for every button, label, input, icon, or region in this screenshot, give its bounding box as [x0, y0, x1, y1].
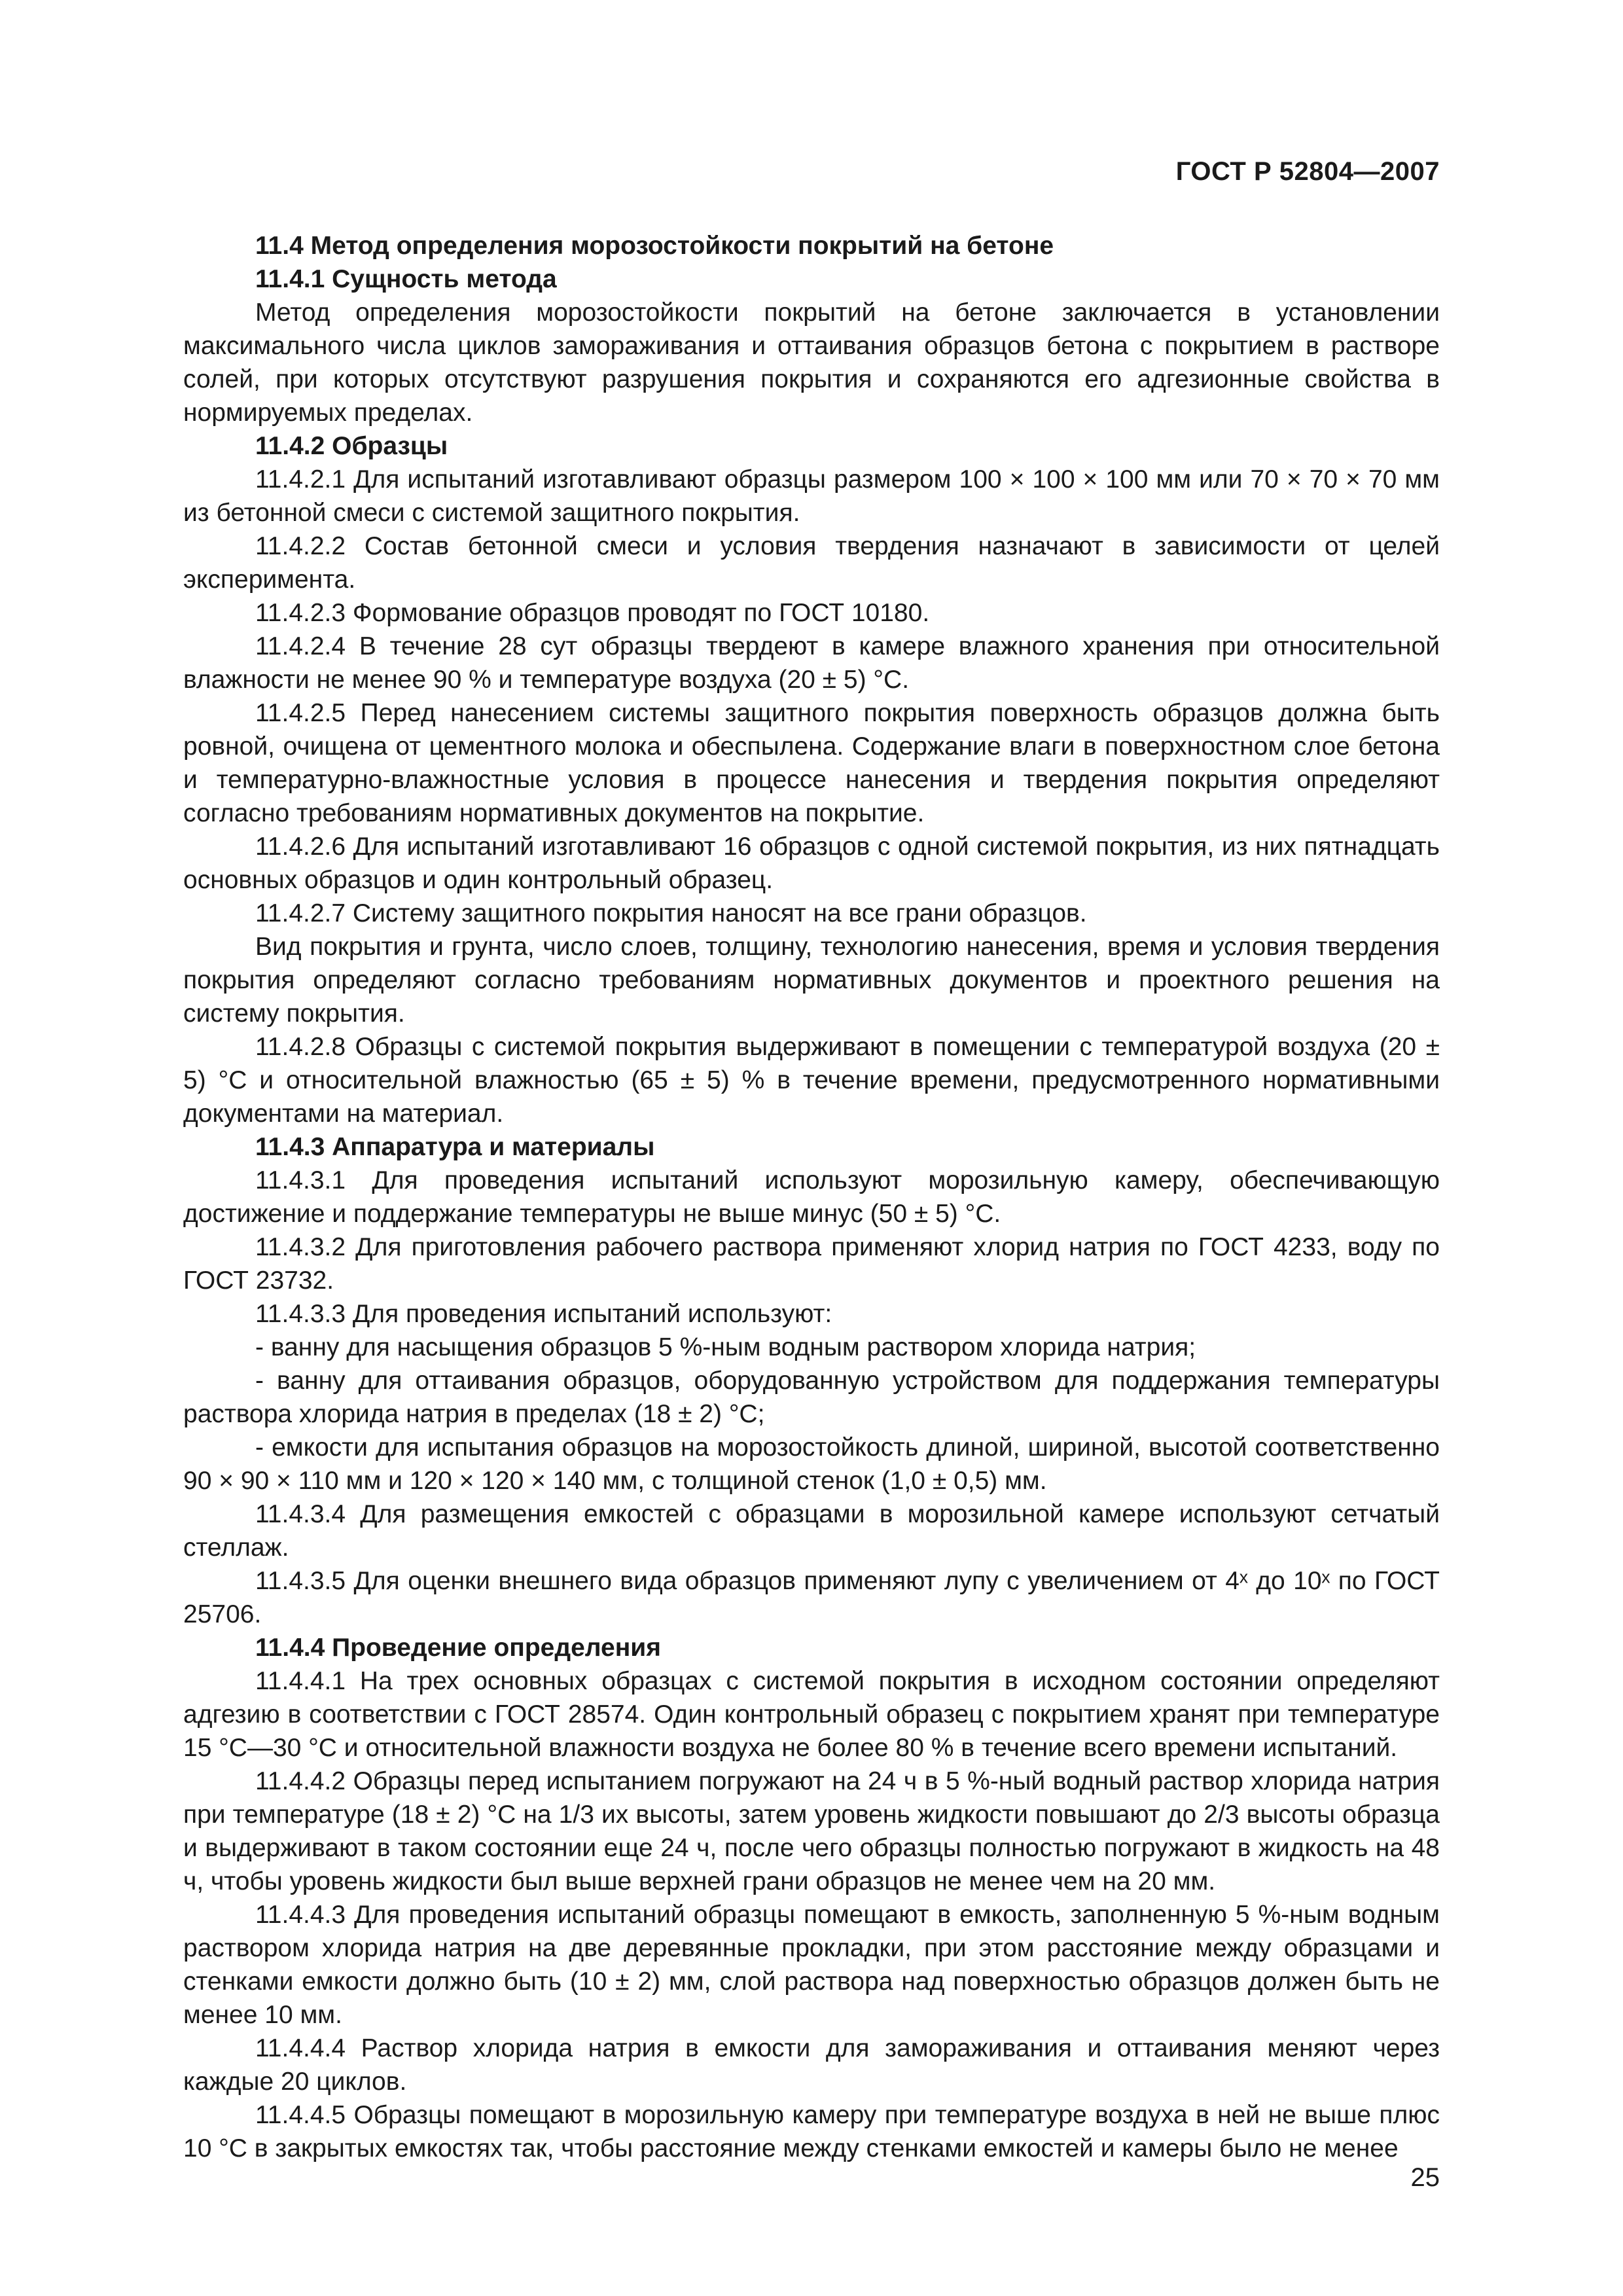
- paragraph: 11.4.3.3 Для проведения испытаний используют:: [255, 1300, 832, 1328]
- paragraph: - ванну для оттаивания образцов, оборудованную устройством для поддержания температуры раствора хлорида натрия в пределах (18 ± 2) °С;: [183, 1367, 1440, 1428]
- paragraph: 11.4.4.3 Для проведения испытаний образцы помещают в емкость, заполненную 5 %-ным водным раствором хлорида натрия на две деревянные прокладки, при этом расстояние между образцами и стенками емкости должно быть (10 ± 2) мм, слой раствора над поверхностью образцов должен быть не менее 10 мм.: [183, 1901, 1440, 2029]
- paragraph: - ванну для насыщения образцов 5 %-ным водным раствором хлорида натрия;: [255, 1333, 1196, 1361]
- document-header: ГОСТ Р 52804—2007: [1175, 157, 1440, 186]
- paragraph: 11.4.3.1 Для проведения испытаний используют морозильную камеру, обеспечивающую достижение и поддержание температуры не выше минус (50 ± 5) °С.: [183, 1166, 1440, 1228]
- paragraph: 11.4.2.7 Систему защитного покрытия наносят на все грани образцов.: [255, 899, 1087, 927]
- section-heading: 11.4.3 Аппаратура и материалы: [255, 1133, 655, 1161]
- paragraph: - емкости для испытания образцов на морозостойкость длиной, шириной, высотой соответственно 90 × 90 × 110 мм и 120 × 120 × 140 мм, с толщиной стенок (1,0 ± 0,5) мм.: [183, 1433, 1440, 1495]
- section-heading: 11.4 Метод определения морозостойкости покрытий на бетоне: [255, 232, 1054, 260]
- paragraph: 11.4.4.1 На трех основных образцах с системой покрытия в исходном состоянии определяют адгезию в соответствии с ГОСТ 28574. Один контрольный образец с покрытием хранят при температуре 15 °С—30 °С и относительной влажности воздуха не более 80 % в течение всего времени испытаний.: [183, 1667, 1440, 1762]
- paragraph: 11.4.2.3 Формование образцов проводят по ГОСТ 10180.: [255, 599, 930, 627]
- paragraph: 11.4.3.4 Для размещения емкостей с образцами в морозильной камере используют сетчатый стеллаж.: [183, 1500, 1440, 1562]
- paragraph: 11.4.2.4 В течение 28 сут образцы твердеют в камере влажного хранения при относительной влажности не менее 90 % и температуре воздуха (20 ± 5) °С.: [183, 632, 1440, 694]
- paragraph: Вид покрытия и грунта, число слоев, толщину, технологию нанесения, время и условия твердения покрытия определяют согласно требованиям нормативных документов и проектного решения на систему покрытия.: [183, 933, 1440, 1028]
- paragraph: 11.4.4.2 Образцы перед испытанием погружают на 24 ч в 5 %-ный водный раствор хлорида натрия при температуре (18 ± 2) °С на 1/3 их высоты, затем уровень жидкости повышают до 2/3 высоты образца и выдерживают в таком состоянии еще 24 ч, после чего образцы полностью погружают в жидкость на 48 ч, чтобы уровень жидкости был выше верхней грани образцов не менее чем на 20 мм.: [183, 1767, 1440, 1895]
- page-number: 25: [1410, 2163, 1440, 2192]
- document-body: [183, 229, 1440, 2165]
- paragraph: 11.4.2.2 Состав бетонной смеси и условия твердения назначают в зависимости от целей эксперимента.: [183, 532, 1440, 594]
- paragraph: 11.4.4.5 Образцы помещают в морозильную камеру при температуре воздуха в ней не выше плюс 10 °С в закрытых емкостях так, чтобы расстояние между стенками емкостей и камеры было не менее: [183, 2101, 1440, 2162]
- paragraph: 11.4.3.2 Для приготовления рабочего раствора применяют хлорид натрия по ГОСТ 4233, воду по ГОСТ 23732.: [183, 1233, 1440, 1295]
- section-heading: 11.4.2 Образцы: [255, 432, 448, 460]
- paragraph: 11.4.4.4 Раствор хлорида натрия в емкости для замораживания и оттаивания меняют через каждые 20 циклов.: [183, 2034, 1440, 2096]
- paragraph: 11.4.2.5 Перед нанесением системы защитного покрытия поверхность образцов должна быть ровной, очищена от цементного молока и обеспылена. Содержание влаги в поверхностном слое бетона и температурно-влажностные условия в процессе нанесения и твердения покрытия определяют согласно требованиям нормативных документов на покрытие.: [183, 699, 1440, 827]
- paragraph: 11.4.2.8 Образцы с системой покрытия выдерживают в помещении с температурой воздуха (20 ± 5) °С и относительной влажностью (65 ± 5) % в течение времени, предусмотренного нормативными документами на материал.: [183, 1033, 1440, 1128]
- paragraph: Метод определения морозостойкости покрытий на бетоне заключается в установлении максимального числа циклов замораживания и оттаивания образцов бетона с покрытием в растворе солей, при которых отсутствуют разрушения покрытия и сохраняются его адгезионные свойства в нормируемых пределах.: [183, 298, 1440, 427]
- section-heading: 11.4.1 Сущность метода: [255, 265, 557, 293]
- section-heading: 11.4.4 Проведение определения: [255, 1634, 662, 1662]
- paragraph: 11.4.2.6 Для испытаний изготавливают 16 образцов с одной системой покрытия, из них пятнадцать основных образцов и один контрольный образец.: [183, 833, 1440, 894]
- paragraph: 11.4.2.1 Для испытаний изготавливают образцы размером 100 × 100 × 100 мм или 70 × 70 × 70 мм из бетонной смеси с системой защитного покрытия.: [183, 465, 1440, 527]
- paragraph: 11.4.3.5 Для оценки внешнего вида образцов применяют лупу с увеличением от 4ˣ до 10ˣ по ГОСТ 25706.: [183, 1567, 1440, 1628]
